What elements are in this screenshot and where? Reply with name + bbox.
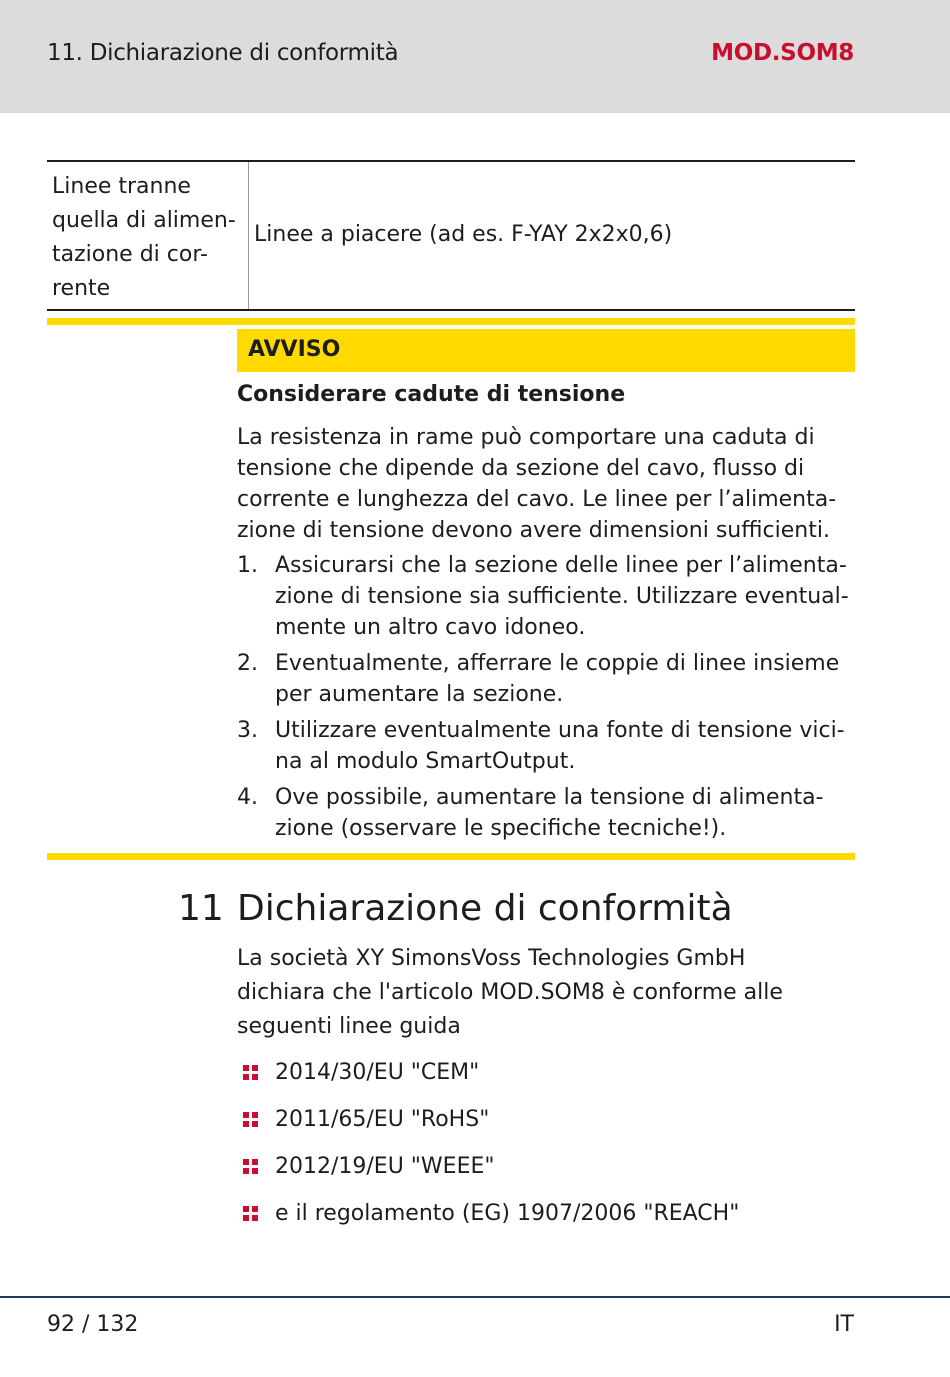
step-line: Ove possibile, aumentare la tensione di alimenta- bbox=[275, 785, 824, 810]
list-item bbox=[237, 715, 857, 777]
step-line: na al modulo SmartOutput. bbox=[275, 749, 576, 774]
directive-list bbox=[240, 1056, 739, 1244]
notice-bottom-bar bbox=[47, 853, 855, 860]
step-number: 4. bbox=[237, 785, 258, 810]
table-label-line: Linee tranne bbox=[52, 174, 191, 199]
notice-body-line: zione di tensione devono avere dimensioni sufficienti. bbox=[237, 518, 830, 543]
step-number: 2. bbox=[237, 651, 258, 676]
table-cell-value: Linee a piacere (ad es. F-YAY 2x2x0,6) bbox=[254, 222, 673, 247]
header-product-name: MOD.SOM8 bbox=[711, 40, 854, 66]
section-number: 11 bbox=[178, 888, 224, 929]
table-label-line: rente bbox=[52, 276, 111, 301]
table-column-divider bbox=[248, 162, 249, 309]
notice-top-bar bbox=[47, 318, 855, 325]
list-item bbox=[240, 1197, 739, 1244]
section-body-line: dichiara che l'articolo MOD.SOM8 è conforme alle bbox=[237, 980, 783, 1005]
red-squares-bullet-icon bbox=[243, 1206, 259, 1222]
section-body-line: seguenti linee guida bbox=[237, 1014, 461, 1039]
notice-header bbox=[237, 329, 855, 372]
step-number: 1. bbox=[237, 553, 258, 578]
notice-steps-list bbox=[237, 550, 857, 849]
notice-label: AVVISO bbox=[248, 337, 341, 362]
list-item bbox=[237, 782, 857, 844]
list-item bbox=[240, 1150, 739, 1197]
step-number: 3. bbox=[237, 718, 258, 743]
section-body bbox=[237, 942, 837, 1044]
table-label-line: tazione di cor- bbox=[52, 242, 208, 267]
red-squares-bullet-icon bbox=[243, 1159, 259, 1175]
spec-table-row bbox=[47, 160, 855, 311]
step-line: per aumentare la sezione. bbox=[275, 682, 564, 707]
directive-text: e il regolamento (EG) 1907/2006 "REACH" bbox=[275, 1201, 740, 1226]
table-label-line: quella di alimen- bbox=[52, 208, 236, 233]
header-section-title: 11. Dichiarazione di conformità bbox=[47, 40, 399, 66]
page-number: 92 / 132 bbox=[47, 1312, 139, 1337]
directive-text: 2012/19/EU "WEEE" bbox=[275, 1154, 495, 1179]
step-line: mente un altro cavo idoneo. bbox=[275, 615, 586, 640]
list-item bbox=[240, 1056, 739, 1103]
list-item bbox=[237, 648, 857, 710]
list-item bbox=[237, 550, 857, 643]
language-code: IT bbox=[834, 1312, 854, 1337]
notice-body-line: corrente e lunghezza del cavo. Le linee per l’alimenta- bbox=[237, 487, 837, 512]
step-line: zione (osservare le specifiche tecniche!). bbox=[275, 816, 727, 841]
notice-subtitle: Considerare cadute di tensione bbox=[237, 382, 626, 407]
section-title: Dichiarazione di conformità bbox=[237, 888, 733, 929]
list-item bbox=[240, 1103, 739, 1150]
red-squares-bullet-icon bbox=[243, 1065, 259, 1081]
step-line: Assicurarsi che la sezione delle linee per l’alimenta- bbox=[275, 553, 847, 578]
notice-body-line: La resistenza in rame può comportare una caduta di bbox=[237, 425, 815, 450]
notice-body-line: tensione che dipende da sezione del cavo, flusso di bbox=[237, 456, 805, 481]
step-line: zione di tensione sia sufficiente. Utilizzare eventual- bbox=[275, 584, 849, 609]
table-cell-label bbox=[52, 170, 244, 306]
section-body-line: La società XY SimonsVoss Technologies GmbH bbox=[237, 946, 746, 971]
step-line: Utilizzare eventualmente una fonte di tensione vici- bbox=[275, 718, 845, 743]
page-header bbox=[0, 0, 950, 113]
directive-text: 2011/65/EU "RoHS" bbox=[275, 1107, 490, 1132]
directive-text: 2014/30/EU "CEM" bbox=[275, 1060, 480, 1085]
red-squares-bullet-icon bbox=[243, 1112, 259, 1128]
footer-divider bbox=[0, 1296, 950, 1298]
notice-body bbox=[237, 422, 857, 546]
step-line: Eventualmente, afferrare le coppie di linee insieme bbox=[275, 651, 840, 676]
